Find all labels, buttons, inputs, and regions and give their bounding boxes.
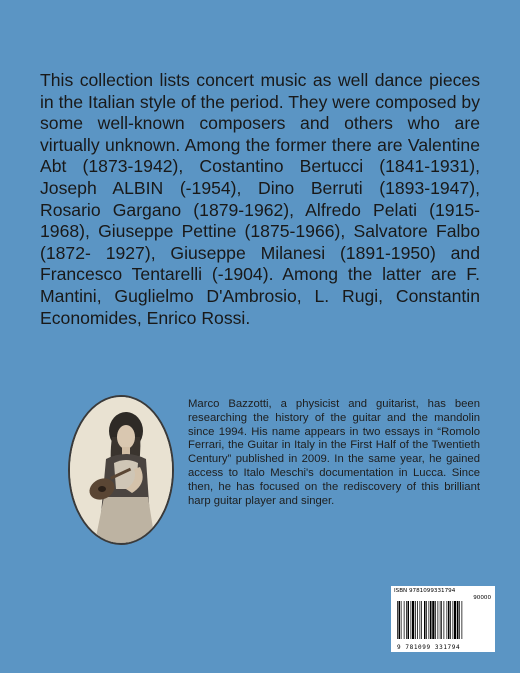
portrait-image [70,397,174,545]
back-cover-description [40,70,480,329]
bio-paragraph: Marco Bazzotti, a physicist and guitarist, has been researching the history of the guitar and the mandolin since 1994. His name appears in two essays in “Romolo Ferrari, the Guitar in Italy in the First Half of the Twentieth Century” published in 2009. In the same year, he gained access to Italo Meschi's documentation in Lucca. Since then, he has focused on the rediscovery of this brilliant harp guitar player and singer. [188,398,480,507]
isbn-digits: 9 781099 331794 [397,644,461,651]
barcode-bars [395,601,491,641]
description-paragraph: This collection lists concert music as well dance pieces in the Italian style of the period. They were composed by some well-known composers and others who are virtually unknown. Among the former there are Valentine Abt (1873-1942), Costantino Bertucci (1841-1931), Joseph ALBIN (-1954), Dino Berruti (1893-1947), Rosario Gargano (1879-1962), Alfredo Pelati (1915-1968), Giuseppe Pettine (1875-1966), Salvatore Falbo (1872- 1927), Giuseppe Milanesi (1891-1950) and Francesco Tentarelli (-1904). Among the latter are F. Mantini, Guglielmo D'Ambrosio, L. Rugi, Constantin Economides, Enrico Rossi. [40,70,480,328]
isbn-label: ISBN 9781099331794 [394,588,456,594]
author-portrait [68,395,174,545]
price-code: 90000 [473,595,491,601]
author-bio [188,398,480,508]
isbn-barcode [391,586,495,652]
